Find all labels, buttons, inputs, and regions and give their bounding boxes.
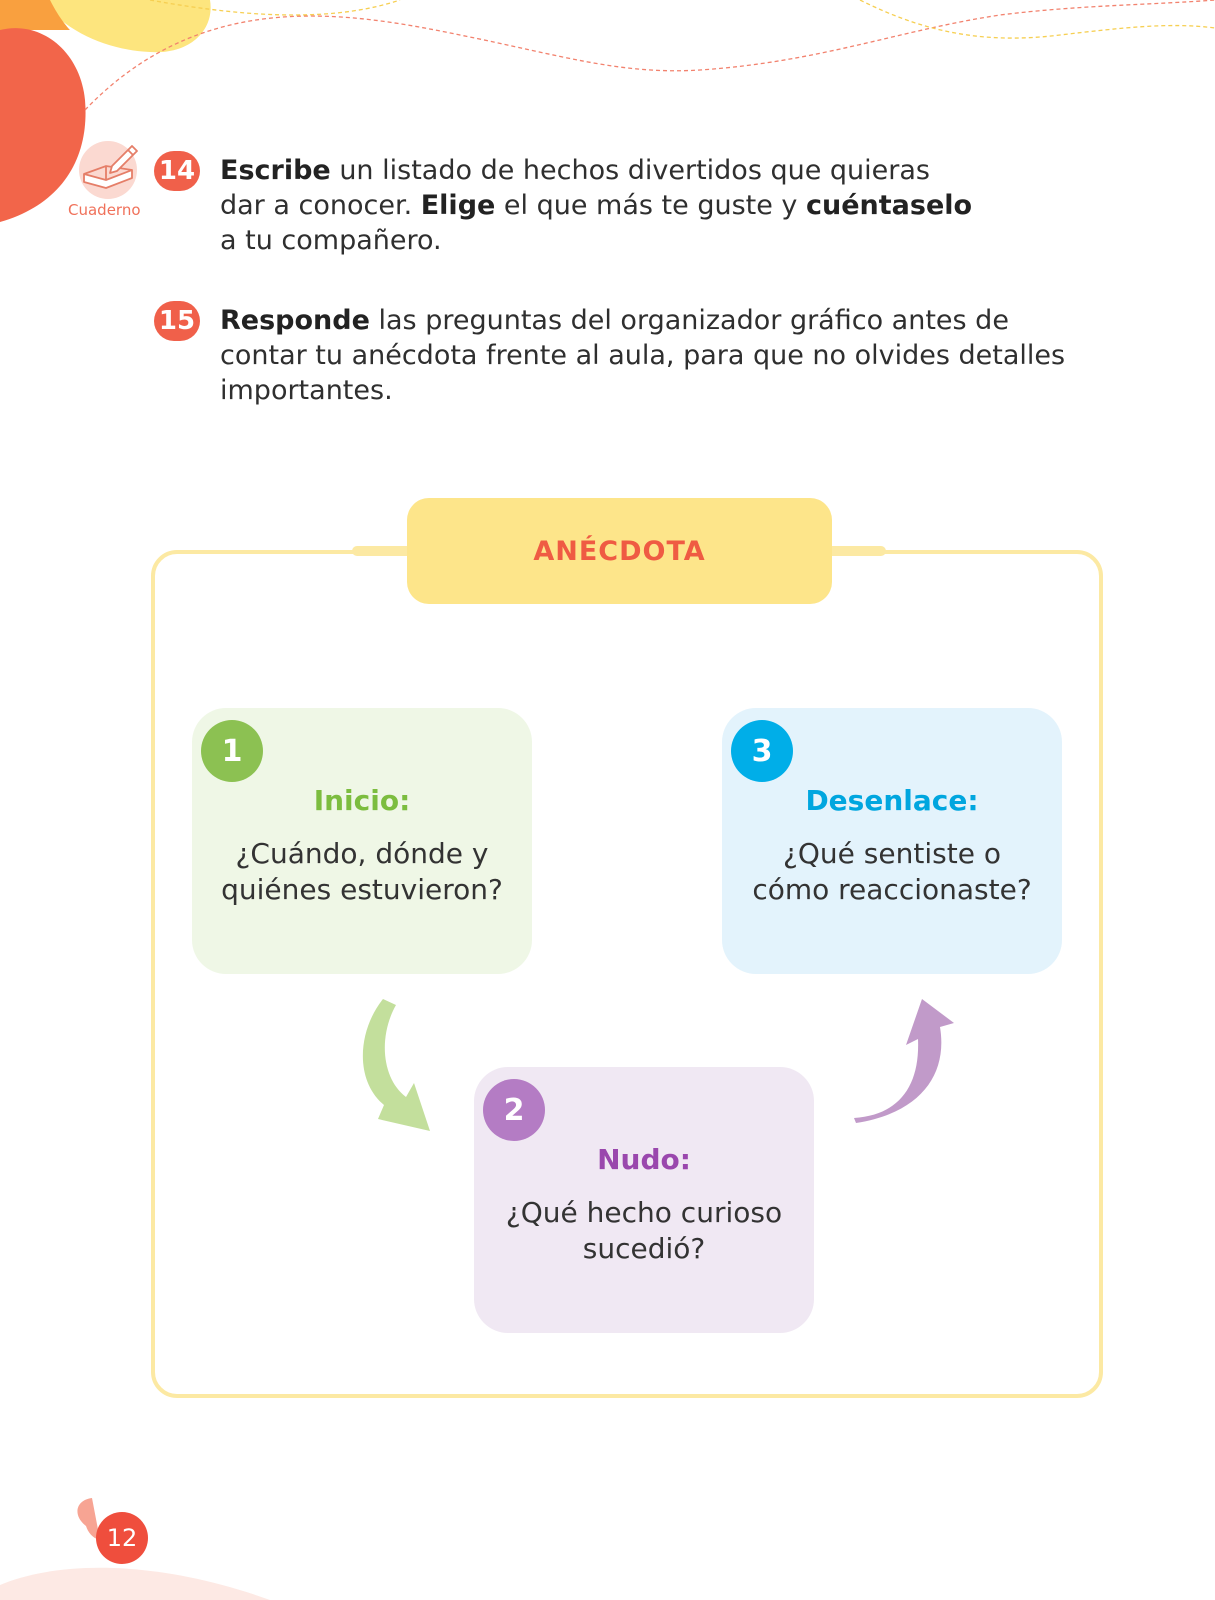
step-number-badge: 1 <box>201 720 263 782</box>
card-desenlace <box>722 708 1062 974</box>
card-heading: Desenlace: <box>805 784 979 817</box>
frame-connector-left <box>352 546 412 556</box>
frame-connector-right <box>826 546 886 556</box>
instruction-bold: cuéntaselo <box>806 190 973 221</box>
card-heading: Inicio: <box>313 784 411 817</box>
instruction-bold: Escribe <box>220 155 331 186</box>
card-question: ¿Qué hecho curioso sucedió? <box>505 1196 783 1265</box>
page-number: 12 <box>96 1512 148 1564</box>
card-nudo <box>474 1067 814 1333</box>
card-question: ¿Cuándo, dónde y quiénes estuvieron? <box>221 837 503 906</box>
activity-number-badge: 15 <box>154 301 200 341</box>
instruction-text: a tu compañero. <box>220 225 442 256</box>
notebook-icon <box>74 140 142 202</box>
activity-number-badge: 14 <box>154 151 200 191</box>
organizer-title: ANÉCDOTA <box>533 535 706 567</box>
notebook-label: Cuaderno <box>68 201 141 219</box>
step-number-badge: 3 <box>731 720 793 782</box>
activity-14-instruction <box>220 153 980 258</box>
arrow-up-right-icon <box>850 995 960 1125</box>
instruction-text: las preguntas del organizador gráfico antes de contar tu anécdota frente al aula, para que no olvides detalles importantes. <box>220 305 1066 406</box>
card-question: ¿Qué sentiste o cómo reaccionaste? <box>752 837 1032 906</box>
instruction-bold: Elige <box>420 190 496 221</box>
step-number-badge: 2 <box>483 1079 545 1141</box>
activity-15-instruction <box>220 303 1080 408</box>
instruction-text: el que más te guste y <box>495 190 806 221</box>
instruction-text: un listado de hechos divertidos que quieras dar a conocer. <box>220 155 930 221</box>
organizer-title-box <box>407 498 832 604</box>
card-inicio <box>192 708 532 974</box>
instruction-bold: Responde <box>220 305 370 336</box>
card-heading: Nudo: <box>597 1143 691 1176</box>
arrow-down-right-icon <box>348 995 438 1135</box>
